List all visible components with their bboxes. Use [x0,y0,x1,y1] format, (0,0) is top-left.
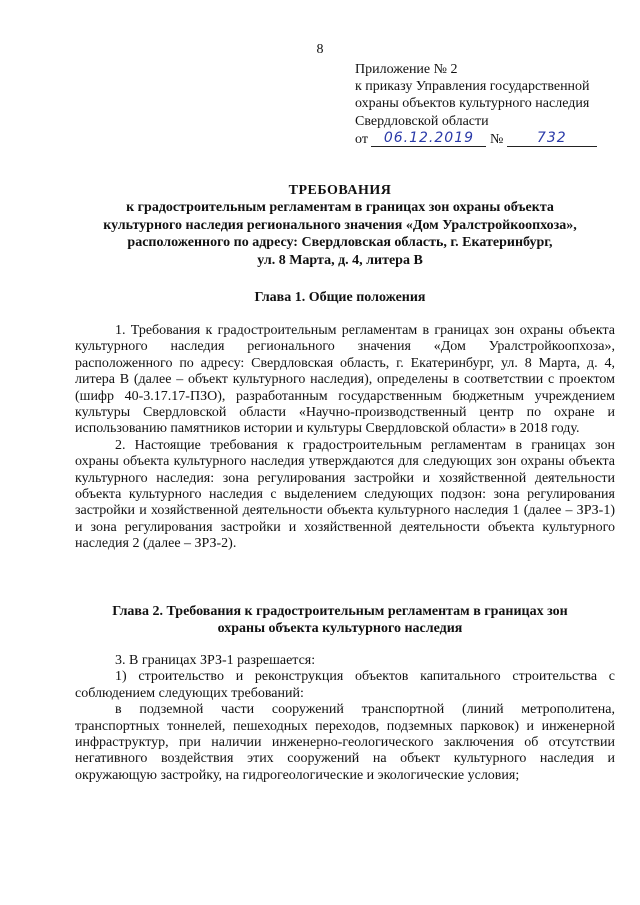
appendix-line-3: охраны объектов культурного наследия [355,96,590,112]
title-line-5: ул. 8 Марта, д. 4, литера В [257,252,423,268]
chapter-2-heading-line-1: Глава 2. Требования к градостроительным регламентам в границах зон [112,604,568,619]
order-date-number-line [355,131,635,151]
paragraph-1: 1. Требования к градостроительным регламентам в границах зон охраны объекта культурного наследия регионального значения «Дом Уралстройкоопхоза», расположенного по адресу: Свердловская область, г. Екатеринбург, ул. 8 Марта, д. 4, литера В (далее – объект культурного наследия), определены в соответствии с проектом (шифр 40-3.17.17-ПЗО), разработанным государственным бюджетным учреждением культуры Свердловской области «Научно-производственный центр по охране и использованию памятников истории и культуры Свердловской области» в 2018 году. [75,323,615,437]
handwritten-date: 06.12.2019 [371,130,486,147]
chapter-2-title [60,604,620,639]
paragraph-3-item-1-a: в подземной части сооружений транспортной (линий метрополитена, транспортных тоннелей, пешеходных переходов, подземных парковок) и инженерной инфраструктур, при наличии инженерно-геологического заключения об отсутствии негативного воздействия этих сооружений на объект культурного наследия и окружающую застройку, на гидрогеологические и экологические условия; [75,702,615,783]
chapter-1-title [60,290,620,307]
appendix-block [355,62,635,151]
title-line-1: ТРЕБОВАНИЯ [288,183,392,198]
title-line-4: расположенного по адресу: Свердловская область, г. Екатеринбург, [127,235,553,251]
chapter-2-heading-line-2: охраны объекта культурного наследия [217,621,463,637]
from-label: от [355,131,368,147]
appendix-line-2: к приказу Управления государственной [355,79,590,95]
paragraph-3: 3. В границах ЗРЗ-1 разрешается: [115,653,316,668]
document-title [60,183,620,270]
page-number: 8 [316,42,324,57]
title-line-3: культурного наследия регионального значения «Дом Уралстройкоопхоза», [103,217,577,233]
paragraph-2: 2. Настоящие требования к градостроительным регламентам в границах зон охраны объекта культурного наследия утверждаются для следующих зон охраны объекта культурного наследия: зона регулирования застройки и хозяйственной деятельности объекта культурного наследия с выделением следующих подзон: зона регулирования застройки и хозяйственной деятельности объекта культурного наследия 1 (далее – ЗРЗ-1) и зона регулирования застройки и хозяйственной деятельности объекта культурного наследия 2 (далее – ЗРЗ-2). [75,437,615,552]
appendix-line-4: Свердловской области [355,113,489,129]
paragraph-3-item-1: 1) строительство и реконструкция объектов капитального строительства с соблюдением следующих требований: [75,669,615,701]
chapter-1-heading: Глава 1. Общие положения [254,290,426,305]
appendix-line-1: Приложение № 2 [355,62,458,77]
title-line-2: к градостроительным регламентам в границах зон охраны объекта [126,200,554,216]
chapter-2-body [75,653,615,784]
chapter-1-body [75,323,615,553]
handwritten-number: 732 [507,130,597,147]
number-label: № [489,131,504,147]
